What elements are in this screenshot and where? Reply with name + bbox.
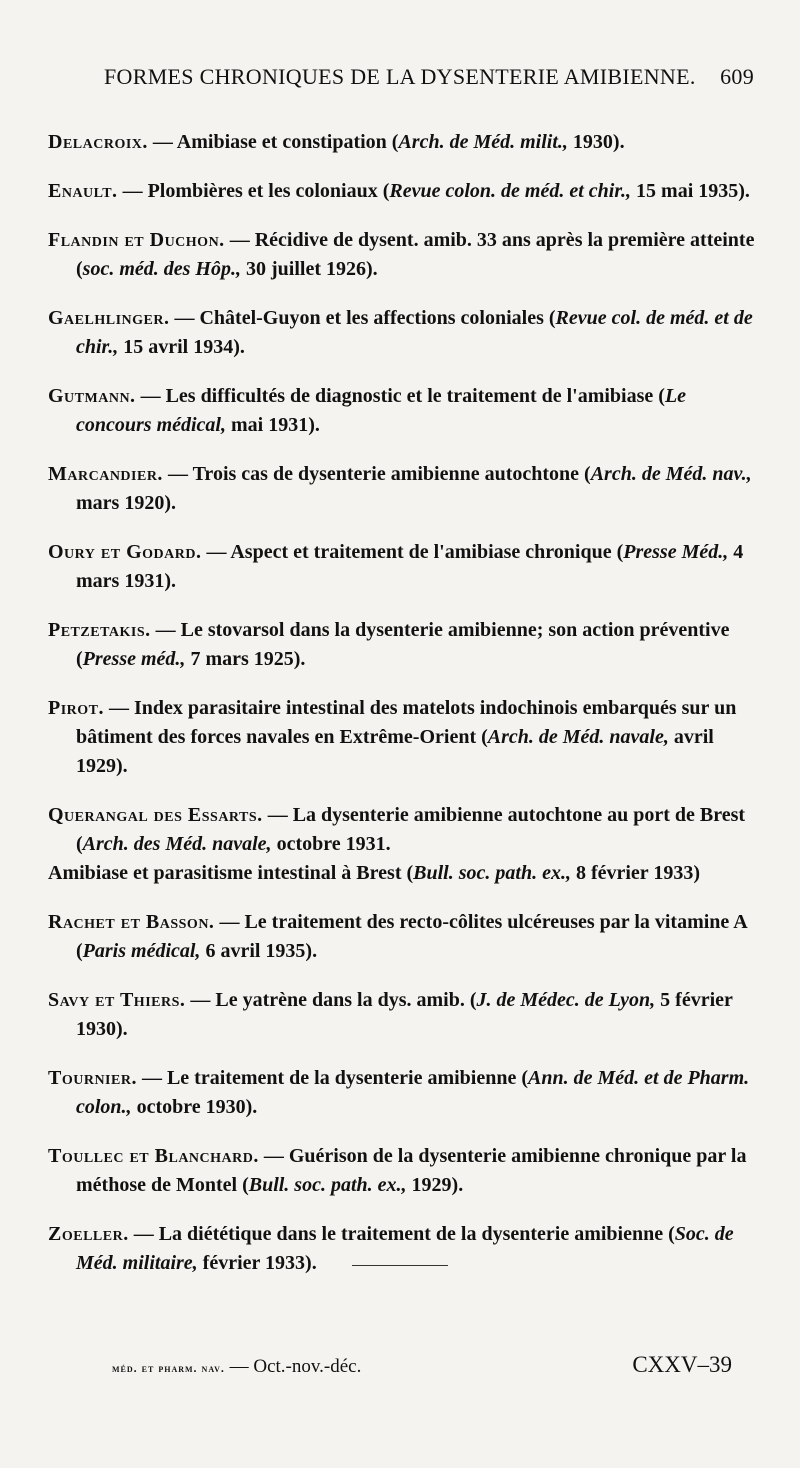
entry-source: Revue colon. de méd. et chir., xyxy=(389,180,632,202)
entry-date: octobre 1930). xyxy=(131,1096,258,1118)
entry-title: — Trois cas de dysenterie amibienne autochtone ( xyxy=(162,463,591,485)
entry-date: 1930). xyxy=(567,131,625,153)
entry-author: Flandin et Duchon. xyxy=(48,229,225,251)
entry-author: Petzetakis. xyxy=(48,619,151,641)
footer-issue-line xyxy=(112,1356,361,1378)
entry-date: octobre 1931. xyxy=(271,833,391,855)
entry-title: — Le traitement des recto-côlites ulcéreuses par la vitamine A ( xyxy=(76,911,747,962)
entry-date: 15 avril 1934). xyxy=(118,336,245,358)
bibliography-list xyxy=(48,108,760,1289)
running-header xyxy=(104,64,754,90)
entry-date: 7 mars 1925). xyxy=(185,648,306,670)
entry-author: Zoeller. xyxy=(48,1223,129,1245)
bibliography-entry xyxy=(48,1142,760,1200)
entry-author: Delacroix. xyxy=(48,131,148,153)
entry-title: — Châtel-Guyon et les affections coloniales ( xyxy=(169,307,556,329)
entry-source: Presse méd., xyxy=(82,648,186,670)
entry-source: Bull. soc. path. ex., xyxy=(248,1174,407,1196)
entry-title: — Le yatrène dans la dys. amib. ( xyxy=(185,989,477,1011)
entry-title: — Guérison de la dysenterie amibienne chronique par la méthose de Montel ( xyxy=(76,1145,747,1196)
entry-date: 15 mai 1935). xyxy=(631,180,750,202)
entry-date: 4 mars 1931). xyxy=(76,541,744,592)
entry-date: 5 février 1930). xyxy=(76,989,733,1040)
entry-source: soc. méd. des Hôp., xyxy=(82,258,241,280)
entry-title: — La dysenterie amibienne autochtone au port de Brest ( xyxy=(76,804,746,855)
entry-source: Soc. de Méd. militaire, xyxy=(76,1223,734,1274)
entry-source: Arch. de Méd. navale, xyxy=(487,726,669,748)
entry-source: J. de Médec. de Lyon, xyxy=(476,989,656,1011)
entry-title: — Plombières et les coloniaux ( xyxy=(117,180,390,202)
bibliography-entry xyxy=(48,460,760,518)
entry-date: 1929). xyxy=(406,1174,464,1196)
footer-separator: — xyxy=(224,1356,254,1377)
entry-source: Ann. de Méd. et de Pharm. colon., xyxy=(76,1067,750,1118)
entry-source: Bull. soc. path. ex., xyxy=(413,862,571,884)
entry-date: février 1933). xyxy=(197,1252,317,1274)
entry-author: Tournier. xyxy=(48,1067,137,1089)
section-divider xyxy=(352,1265,448,1266)
bibliography-entry xyxy=(48,382,760,440)
entry-title: — Le traitement de la dysenterie amibienne ( xyxy=(136,1067,529,1089)
entry-continuation xyxy=(48,859,760,888)
entry-source: Arch. des Méd. navale, xyxy=(82,833,272,855)
entry-date: 6 avril 1935). xyxy=(200,940,318,962)
page-number: 609 xyxy=(720,64,754,89)
bibliography-entry xyxy=(48,538,760,596)
entry-title: — Index parasitaire intestinal des matelots indochinois embarqués sur un bâtiment des forces navales en Extrême-Orient ( xyxy=(76,697,737,748)
entry-author: Querangal des Essarts. xyxy=(48,804,263,826)
entry-title: — La diététique dans le traitement de la dysenterie amibienne ( xyxy=(128,1223,675,1245)
entry-author: Rachet et Basson. xyxy=(48,911,215,933)
entry-source: Arch. de Méd. milit., xyxy=(398,131,568,153)
footer-journal: méd. et pharm. nav. xyxy=(112,1361,225,1375)
entry-author: Oury et Godard. xyxy=(48,541,202,563)
entry-date: mars 1920). xyxy=(76,492,176,514)
footer-issue: Oct.-nov.-déc. xyxy=(253,1356,362,1377)
bibliography-entry xyxy=(48,177,760,206)
entry-source: Presse Méd., xyxy=(623,541,729,563)
entry-date: 8 février 1933) xyxy=(570,862,700,884)
entry-author: Enault. xyxy=(48,180,118,202)
bibliography-entry xyxy=(48,908,760,966)
entry-author: Toullec et Blanchard. xyxy=(48,1145,259,1167)
bibliography-entry xyxy=(48,1220,760,1278)
entry-title: — Les difficultés de diagnostic et le traitement de l'amibiase ( xyxy=(135,385,665,407)
entry-source: Paris médical, xyxy=(82,940,201,962)
entry-title: — Récidive de dysent. amib. 33 ans après la première atteinte ( xyxy=(76,229,755,280)
footer-signature: CXXV–39 xyxy=(632,1352,732,1377)
entry-date: avril 1929). xyxy=(76,726,714,777)
bibliography-entry xyxy=(48,616,760,674)
entry-title: Amibiase et parasitisme intestinal à Brest ( xyxy=(48,862,414,884)
entry-title: — Amibiase et constipation ( xyxy=(147,131,399,153)
entry-title: — Aspect et traitement de l'amibiase chronique ( xyxy=(201,541,624,563)
bibliography-entry xyxy=(48,1064,760,1122)
bibliography-entry xyxy=(48,694,760,781)
bibliography-entry xyxy=(48,304,760,362)
running-title: FORMES CHRONIQUES DE LA DYSENTERIE AMIBIENNE. xyxy=(104,64,696,89)
bibliography-entry xyxy=(48,226,760,284)
entry-author: Savy et Thiers. xyxy=(48,989,186,1011)
entry-date: mai 1931). xyxy=(226,414,320,436)
entry-title: — Le stovarsol dans la dysenterie amibienne; son action préventive ( xyxy=(76,619,730,670)
entry-source: Le concours médical, xyxy=(76,385,687,436)
entry-source: Revue col. de méd. et de chir., xyxy=(76,307,753,358)
entry-date: 30 juillet 1926). xyxy=(240,258,378,280)
bibliography-entry xyxy=(48,128,760,157)
page-footer xyxy=(112,1352,732,1378)
entry-author: Pirot. xyxy=(48,697,105,719)
bibliography-entry xyxy=(48,986,760,1044)
entry-author: Gaelhlinger. xyxy=(48,307,170,329)
entry-author: Gutmann. xyxy=(48,385,136,407)
bibliography-entry xyxy=(48,801,760,888)
entry-author: Marcandier. xyxy=(48,463,163,485)
entry-source: Arch. de Méd. nav., xyxy=(590,463,752,485)
